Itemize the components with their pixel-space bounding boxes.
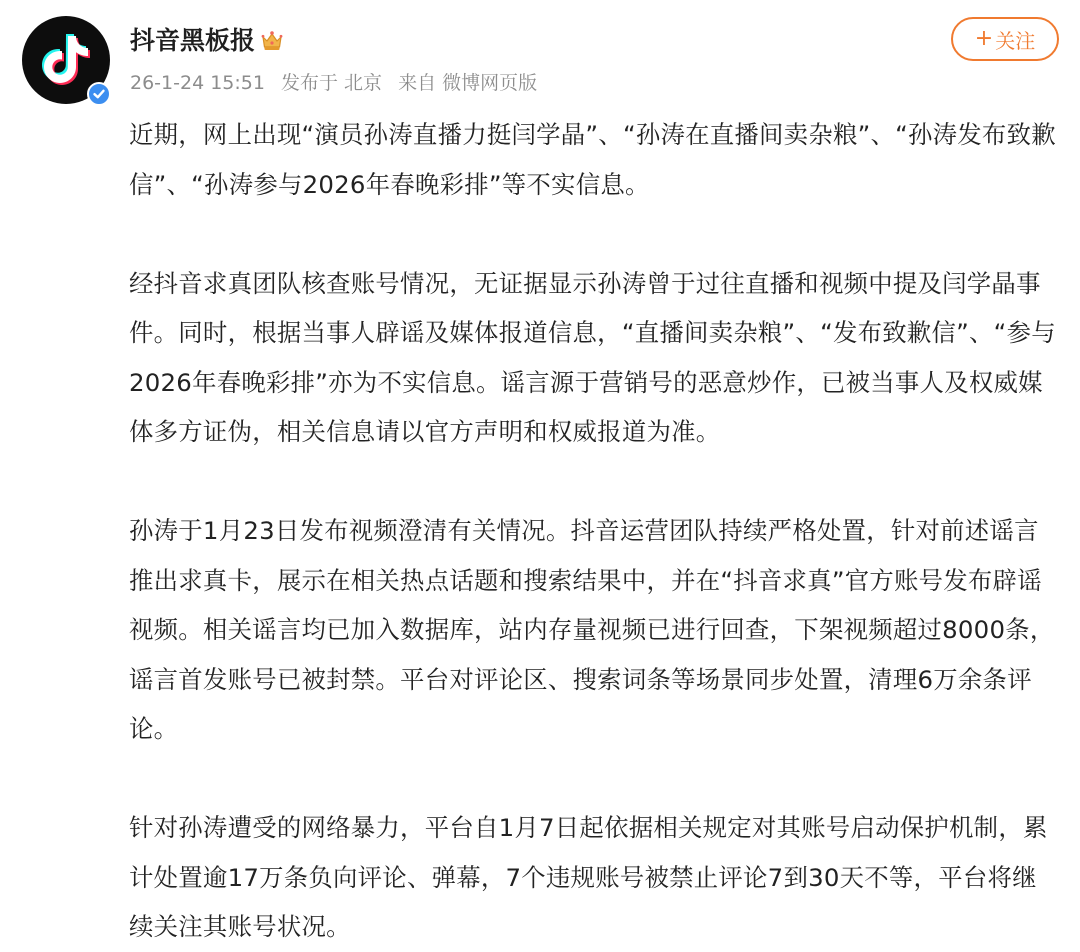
plus-icon: + [974, 26, 994, 51]
crown-badge-icon [259, 28, 285, 54]
post-time[interactable]: 26-1-24 15:51 [130, 72, 265, 94]
post-source: 来自 微博网页版 [398, 72, 538, 94]
post-content [129, 110, 1061, 952]
follow-button[interactable] [951, 17, 1059, 61]
post-meta [130, 70, 537, 96]
post-paragraph-2: 经抖音求真团队核查账号情况，无证据显示孙涛曾于过往直播和视频中提及闫学晶事件。同时，根据当事人辟谣及媒体报道信息，“直播间卖杂粮”、“发布致歉信”、“参与2026年春晚彩排”亦为不实信息。谣言源于营销号的恶意炒作，已被当事人及权威媒体多方证伪，相关信息请以官方声明和权威报道为准。 [129, 268, 1056, 446]
author-name[interactable] [130, 24, 285, 58]
author-name-text: 抖音黑板报 [130, 26, 256, 55]
post-location: 发布于 北京 [281, 72, 383, 94]
post-paragraph-4: 针对孙涛遭受的网络暴力，平台自1月7日起依据相关规定对其账号启动保护机制，累计处置逾17万条负向评论、弹幕，7个违规账号被禁止评论7到30天不等，平台将继续关注其账号状况。 [129, 813, 1048, 941]
post-paragraph-1: 近期，网上出现“演员孙涛直播力挺闫学晶”、“孙涛在直播间卖杂粮”、“孙涛发布致歉信”、“孙涛参与2026年春晚彩排”等不实信息。 [129, 120, 1056, 199]
post-paragraph-3: 孙涛于1月23日发布视频澄清有关情况。抖音运营团队持续严格处置，针对前述谣言推出求真卡，展示在相关热点话题和搜索结果中，并在“抖音求真”官方账号发布辟谣视频。相关谣言均已加入数据库，站内存量视频已进行回查，下架视频超过8000条，谣言首发账号已被封禁。平台对评论区、搜索词条等场景同步处置，清理6万余条评论。 [129, 516, 1055, 743]
verified-check-icon [87, 82, 111, 106]
follow-label: 关注 [995, 28, 1036, 53]
